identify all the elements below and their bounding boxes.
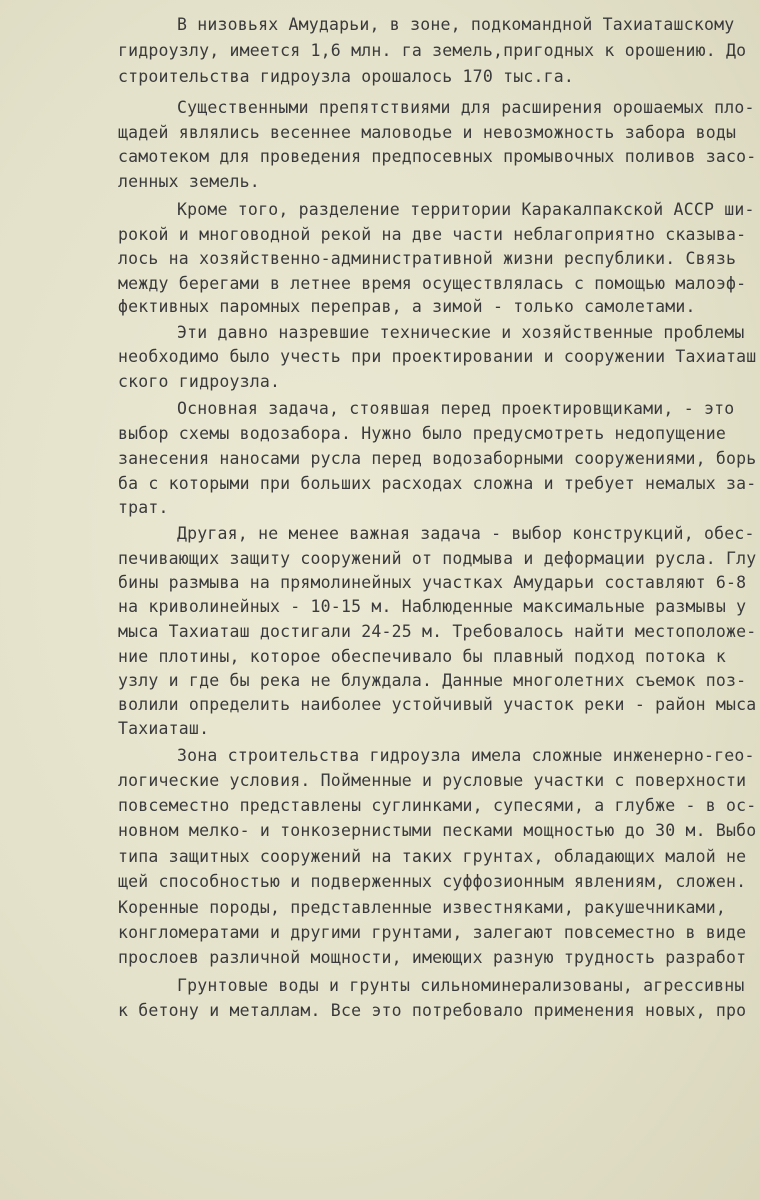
text-line: между берегами в летнее время осуществлялась с помощью малоэф- (118, 274, 747, 293)
text-line: Другая, не менее важная задача - выбор конструкций, обес- (177, 524, 755, 543)
text-line: конгломератами и другими грунтами, залегают повсеместно в виде (118, 923, 747, 942)
text-line: бины размыва на прямолинейных участках Амударьи составляют 6-8 (118, 573, 747, 592)
text-line: Тахиаташ. (118, 719, 210, 738)
text-line: Зона строительства гидроузла имела сложные инженерно-гео- (177, 746, 755, 765)
text-line: узлу и где бы река не блуждала. Данные многолетних съемок поз- (118, 671, 747, 690)
text-line: Эти давно назревшие технические и хозяйственные проблемы (177, 323, 745, 342)
text-line: печивающих защиту сооружений от подмыва и деформации русла. Глу (118, 549, 757, 568)
text-line: Коренные породы, представленные известняками, ракушечниками, (118, 898, 727, 917)
text-line: ние плотины, которое обеспечивало бы плавный подход потока к (118, 647, 727, 666)
text-line: повсеместно представлены суглинками, супесями, а глубже - в ос- (118, 796, 757, 815)
text-line: щей способностью и подверженных суффозионным явлениям, сложен. (118, 872, 747, 891)
text-line: ба с которыми при больших расходах сложна и требует немалых за- (118, 474, 757, 493)
text-line: новном мелко- и тонкозернистыми песками мощностью до 30 м. Выбо (118, 821, 757, 840)
text-line: самотеком для проведения предпосевных промывочных поливов засо- (118, 147, 757, 166)
text-line: Основная задача, стоявшая перед проектировщиками, - это (177, 399, 735, 418)
text-line: фективных паромных переправ, а зимой - только самолетами. (118, 297, 696, 316)
text-line: волили определить наиболее устойчивый участок реки - район мыса (118, 695, 757, 714)
text-line: к бетону и металлам. Все это потребовало применения новых, про (118, 1001, 747, 1020)
text-line: логические условия. Пойменные и русловые участки с поверхности (118, 771, 747, 790)
text-line: В низовьях Амударьи, в зоне, подкомандной Тахиаташскому (177, 15, 735, 34)
text-line: типа защитных сооружений на таких грунтах, обладающих малой не (118, 847, 747, 866)
text-line: строительства гидроузла орошалось 170 тыс.га. (118, 67, 575, 86)
text-line: щадей являлись весеннее маловодье и невозможность забора воды (118, 123, 737, 142)
text-line: ского гидроузла. (118, 372, 281, 391)
text-line: выбор схемы водозабора. Нужно было предусмотреть недопущение (118, 424, 727, 443)
text-line: гидроузлу, имеется 1,6 млн. га земель,пригодных к орошению. До (118, 41, 747, 60)
text-line: Кроме того, разделение территории Каракалпакской АССР ши- (177, 200, 755, 219)
text-line: занесения наносами русла перед водозаборными сооружениями, борь (118, 449, 757, 468)
text-line: прослоев различной мощности, имеющих разную трудность разработ (118, 948, 747, 967)
text-line: Существенными препятствиями для расширения орошаемых пло- (177, 98, 755, 117)
text-line: на криволинейных - 10-15 м. Наблюденные максимальные размывы у (118, 597, 747, 616)
text-line: лось на хозяйственно-административной жизни республики. Связь (118, 249, 737, 268)
text-line: трат. (118, 498, 169, 517)
text-line: мыса Тахиаташ достигали 24-25 м. Требовалось найти местоположе- (118, 622, 757, 641)
text-line: ленных земель. (118, 172, 260, 191)
text-line: рокой и многоводной рекой на две части неблагоприятно сказыва- (118, 225, 747, 244)
text-line: Грунтовые воды и грунты сильноминерализованы, агрессивны (177, 976, 745, 995)
text-line: необходимо было учесть при проектировании и сооружении Тахиаташ (118, 347, 757, 366)
